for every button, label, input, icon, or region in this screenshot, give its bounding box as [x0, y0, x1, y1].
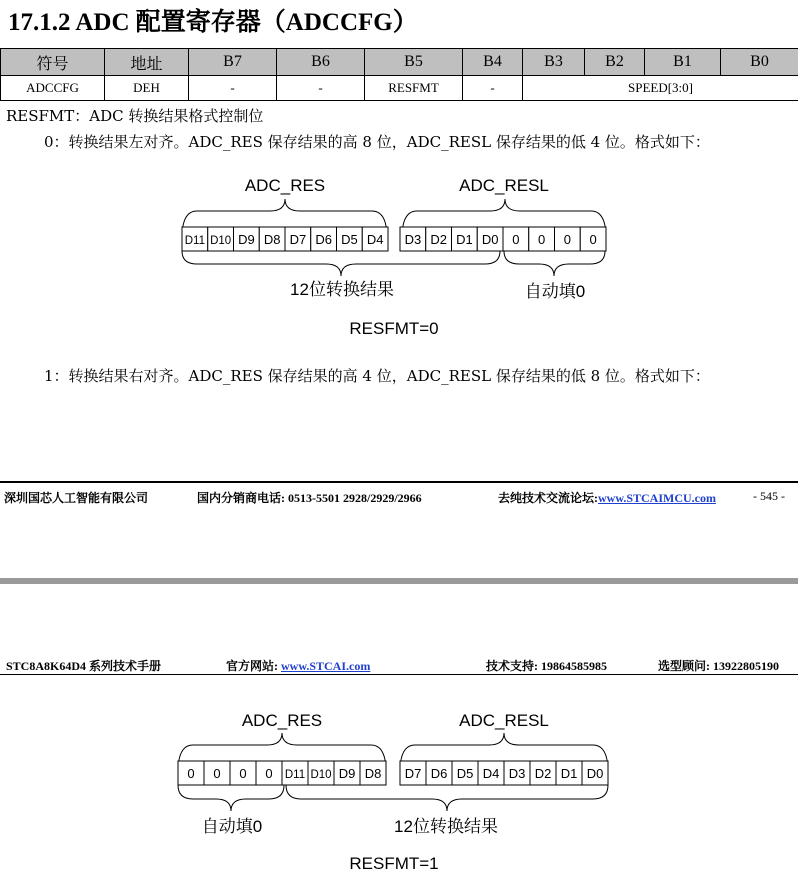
- fill-label: 自动填0: [524, 282, 586, 301]
- diagram-resfmt-1: [0, 705, 798, 876]
- support-phone: 19864585985: [541, 659, 607, 673]
- bit-label: D8: [263, 232, 281, 247]
- b7-cell: -: [189, 76, 277, 101]
- bit-label: D0: [586, 766, 604, 781]
- brace-result-bottom: [182, 251, 500, 276]
- footer-rule: [0, 481, 798, 483]
- adc-resl-label: ADC_RESL: [459, 711, 549, 730]
- option-0-text: 0：转换结果左对齐。ADC_RES 保存结果的高 8 位，ADC_RESL 保存结果的低 4 位。格式如下：: [44, 133, 710, 151]
- bit-label: D9: [338, 766, 356, 781]
- table-header-row: [1, 49, 798, 76]
- bit-label: D2: [534, 766, 552, 781]
- option-1-text: 1：转换结果右对齐。ADC_RES 保存结果的高 4 位，ADC_RESL 保存结果的低 8 位。格式如下：: [44, 367, 710, 385]
- bit-label: 0: [265, 766, 273, 781]
- header-cell: B2: [585, 49, 645, 76]
- register-table: [0, 48, 798, 101]
- consult-phone: 13922805190: [713, 659, 779, 673]
- distributor-phone: [197, 489, 422, 506]
- bit-label: D5: [456, 766, 474, 781]
- result-label: 12位转换结果: [394, 817, 498, 836]
- brace-fill-bottom: [178, 785, 284, 811]
- address-cell: DEH: [105, 76, 189, 101]
- header-cell: 符号: [1, 49, 105, 76]
- forum-link[interactable]: www.STCAIMCU.com: [598, 491, 716, 505]
- header-cell: B4: [463, 49, 523, 76]
- bit-label: D11: [284, 769, 306, 781]
- website-link[interactable]: www.STCAI.com: [281, 659, 371, 673]
- bit-label: D10: [310, 769, 332, 781]
- consult-label: 选型顾问:: [658, 659, 710, 673]
- bit-label: D6: [315, 232, 332, 247]
- bit-label: D2: [430, 232, 447, 247]
- resfmt-0-caption: RESFMT=0: [349, 319, 439, 338]
- bit-label: D7: [404, 766, 422, 781]
- bit-label: D1: [456, 232, 473, 247]
- adc-res-bits: [182, 227, 388, 251]
- bit-label: D4: [366, 232, 384, 247]
- header-cell: B1: [645, 49, 721, 76]
- header-rule: [0, 674, 798, 675]
- resfmt-1-caption: RESFMT=1: [349, 854, 439, 873]
- adc-res-label: ADC_RES: [241, 711, 323, 730]
- bit-label: D5: [341, 232, 358, 247]
- result-label: 12位转换结果: [290, 280, 394, 299]
- website: [226, 657, 370, 674]
- bit-label: 0: [563, 232, 571, 247]
- website-label: 官方网站:: [226, 659, 278, 673]
- bit-label: D3: [404, 232, 422, 247]
- speed-cell: SPEED[3:0]: [523, 76, 798, 101]
- bit-label: D7: [289, 232, 307, 247]
- symbol-cell: ADCCFG: [1, 76, 105, 101]
- diagram-resfmt-0: [0, 170, 798, 345]
- bit-label: D6: [430, 766, 448, 781]
- phone-label: 国内分销商电话:: [197, 491, 285, 505]
- header-cell: B3: [523, 49, 585, 76]
- brace-fill-bottom: [504, 251, 605, 276]
- header-cell: B5: [365, 49, 463, 76]
- company-name: 深圳国芯人工智能有限公司: [4, 491, 149, 505]
- header-cell: B0: [721, 49, 798, 76]
- page-number: - 545 -: [753, 489, 785, 503]
- brace-result-bottom: [286, 785, 608, 811]
- bit-label: 0: [239, 766, 247, 781]
- bit-label: 0: [538, 232, 546, 247]
- tech-support: [486, 657, 607, 674]
- bit-label: D0: [481, 232, 499, 247]
- table-row: [1, 76, 798, 101]
- section-title: 17.1.2 ADC 配置寄存器（ADCCFG）: [8, 9, 418, 36]
- b6-cell: -: [277, 76, 365, 101]
- adc-resl-label: ADC_RESL: [459, 176, 549, 195]
- bit-label: 0: [512, 232, 520, 247]
- page-separator: [0, 578, 798, 584]
- bit-label: 0: [589, 232, 597, 247]
- bit-label: D3: [508, 766, 526, 781]
- header-cell: B7: [189, 49, 277, 76]
- field-description: RESFMT：ADC 转换结果格式控制位: [6, 107, 264, 125]
- forum: [498, 489, 716, 506]
- header-cell: 地址: [105, 49, 189, 76]
- adc-res-bits: [178, 761, 386, 785]
- bit-label: D8: [364, 766, 382, 781]
- phone-number: 0513-5501 2928/2929/2966: [288, 491, 422, 505]
- bit-label: 0: [187, 766, 195, 781]
- bit-label: 0: [213, 766, 221, 781]
- bit-label: D9: [238, 232, 255, 247]
- header-cell: B6: [277, 49, 365, 76]
- b5-cell: RESFMT: [365, 76, 463, 101]
- fill-label: 自动填0: [201, 817, 263, 836]
- manual-title: STC8A8K64D4 系列技术手册: [6, 659, 162, 673]
- support-label: 技术支持:: [486, 659, 538, 673]
- adc-resl-bits: [400, 761, 608, 785]
- b4-cell: -: [463, 76, 523, 101]
- bit-label: D4: [482, 766, 500, 781]
- forum-label: 去纯技术交流论坛:: [498, 491, 598, 505]
- bit-label: D10: [210, 235, 232, 247]
- bit-label: D11: [184, 235, 205, 247]
- adc-resl-bits: [400, 227, 606, 251]
- adc-res-label: ADC_RES: [244, 176, 326, 195]
- selection-consultant: [658, 657, 779, 674]
- bit-label: D1: [560, 766, 578, 781]
